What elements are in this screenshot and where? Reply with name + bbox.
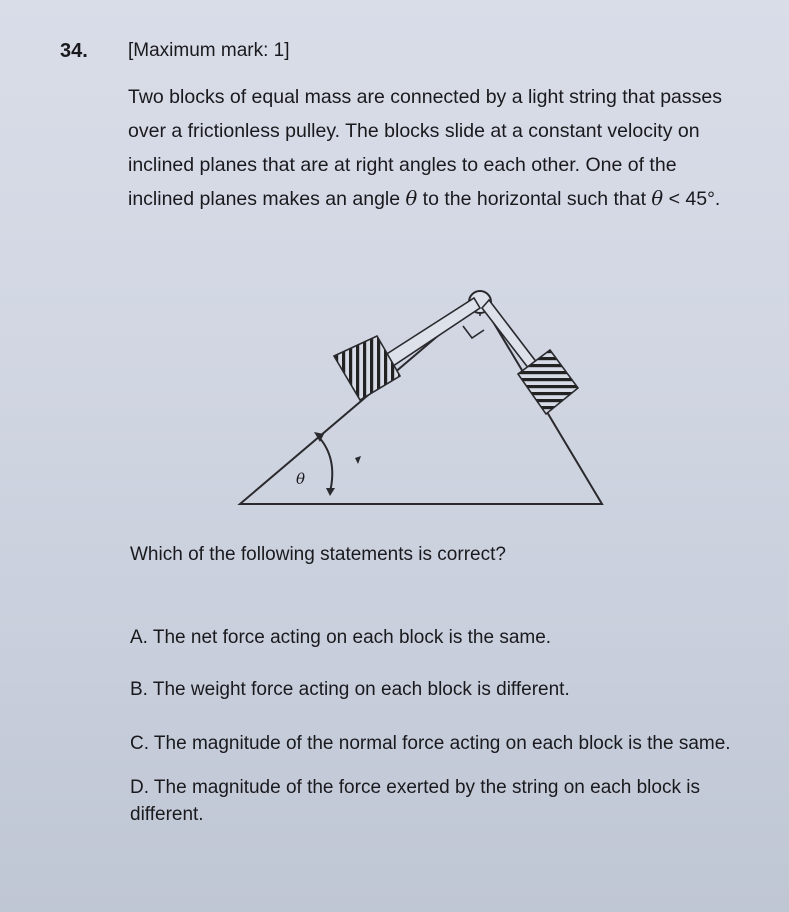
- question-prompt: Which of the following statements is correct?: [130, 544, 506, 565]
- question-line-1: Two blocks of equal mass are connected by a light string that passes: [128, 86, 722, 108]
- string-left: [382, 298, 480, 368]
- inclined-planes-diagram: [230, 280, 620, 520]
- question-line-2: over a frictionless pulley. The blocks slide at a constant velocity on: [128, 120, 700, 142]
- option-c[interactable]: C. The magnitude of the normal force acting on each block is the same.: [130, 733, 731, 754]
- question-line-4-start: inclined planes makes an angle: [128, 188, 406, 210]
- question-line-3: inclined planes that are at right angles to each other. One of the: [128, 154, 677, 176]
- question-line-4-end: < 45°.: [663, 188, 721, 210]
- question-number: 34.: [60, 40, 88, 62]
- option-d[interactable]: D. The magnitude of the force exerted by the string on each block is different.: [130, 777, 700, 825]
- left-block: [334, 336, 400, 400]
- question-line-4-middle: to the horizontal such that: [417, 188, 652, 210]
- option-a[interactable]: A. The net force acting on each block is the same.: [130, 627, 552, 648]
- theta-symbol: θ: [405, 187, 418, 210]
- theta-condition-symbol: θ: [651, 187, 664, 210]
- small-arrow-mark: [355, 456, 361, 464]
- question-line-4: [128, 182, 748, 216]
- angle-arc-arrowhead-bottom: [326, 488, 335, 496]
- maximum-mark: [Maximum mark: 1]: [128, 40, 290, 61]
- question-stem: [128, 80, 748, 216]
- angle-label: θ: [296, 470, 306, 488]
- angle-arc: [318, 436, 332, 492]
- right-angle-marker: [463, 326, 484, 338]
- option-b[interactable]: B. The weight force acting on each block is different.: [130, 679, 570, 700]
